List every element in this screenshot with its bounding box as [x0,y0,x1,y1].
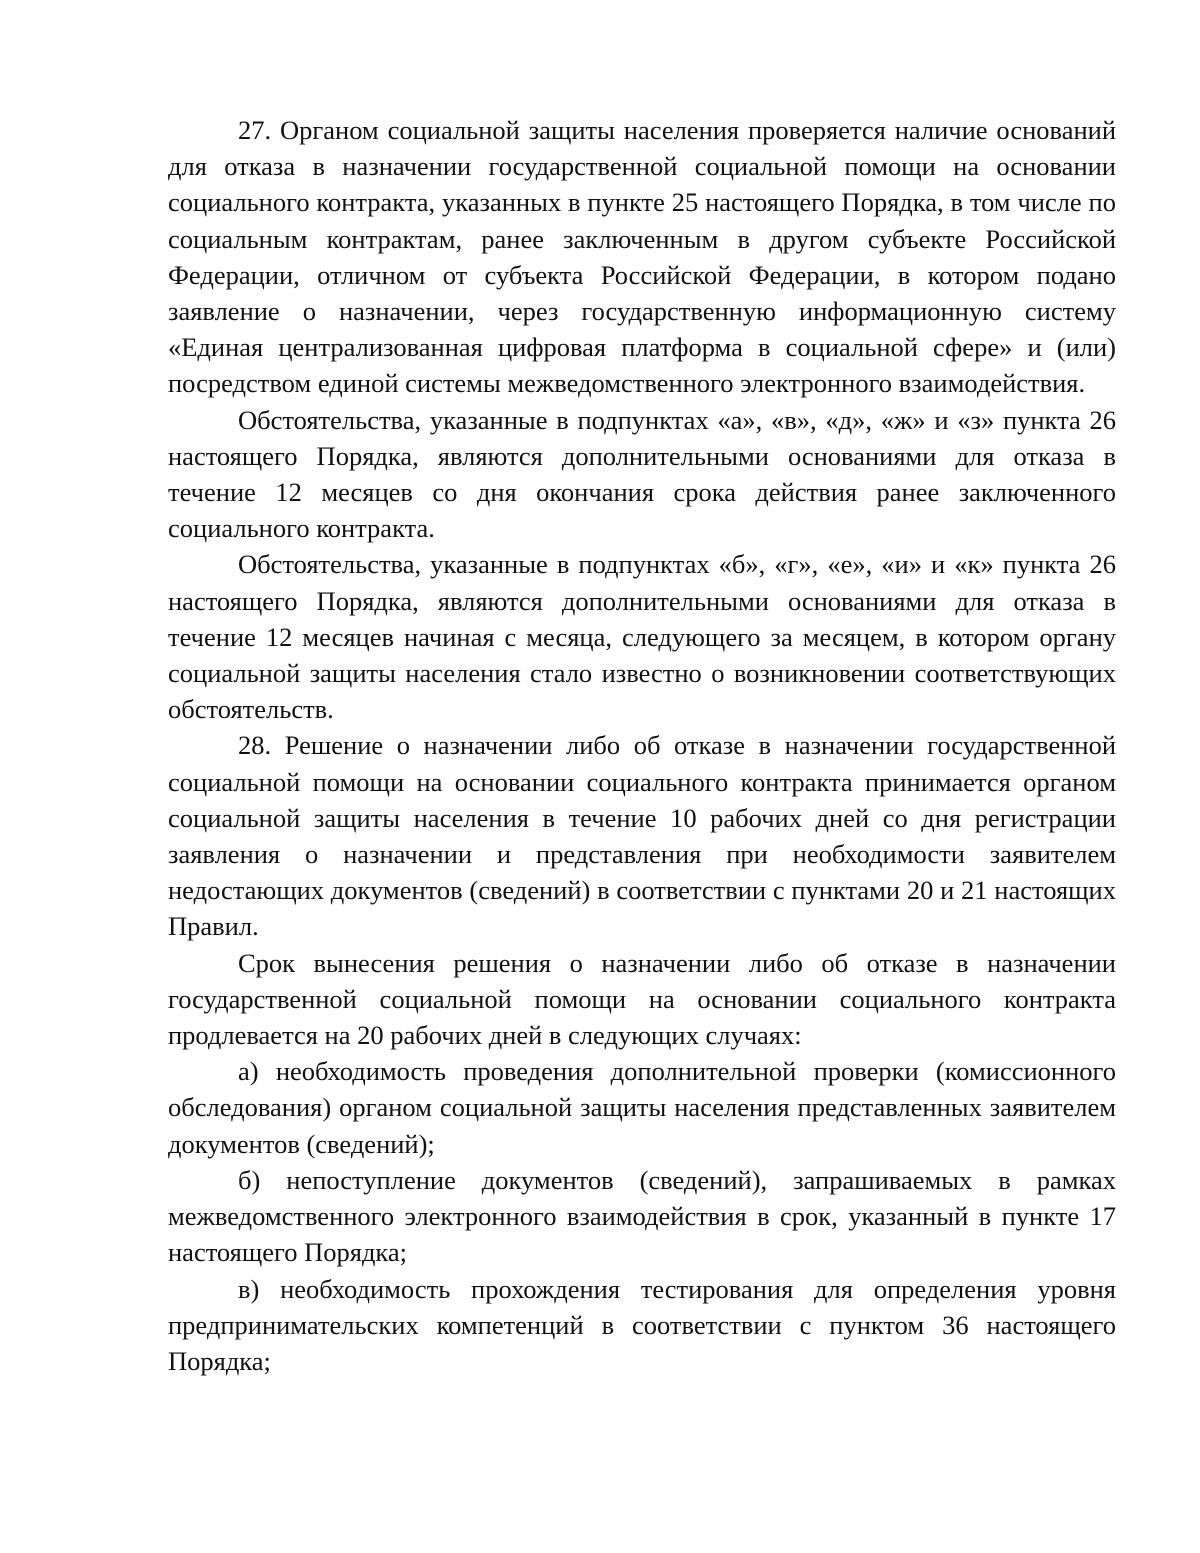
paragraph-27-circumstances-b: Обстоятельства, указанные в подпунктах «б», «г», «е», «и» и «к» пункта 26 настоящего Порядка, являются дополнительными основаниями для отказа в течение 12 месяцев начиная с месяца, следующего за месяцем, в котором органу социальной защиты населения стало известно о возникновении соответствующих обстоятельств. [168,549,1116,725]
list-item-v: в) необходимость прохождения тестирования для определения уровня предпринимательских компетенций в соответствии с пунктом 36 настоящего Порядка; [168,1273,1116,1376]
paragraph-27: 27. Органом социальной защиты населения проверяется наличие оснований для отказа в назначении государственной социальной помощи на основании социального контракта, указанных в пункте 25 настоящего Порядка, в том числе по социальным контрактам, ранее заключенным в другом субъекте Российской Федерации, отличном от субъекта Российской Федерации, в котором подано заявление о назначении, через государственную информационную систему «Единая централизованная цифровая платформа в социальной сфере» и (или) посредством единой системы межведомственного электронного взаимодействия. [168,115,1116,399]
list-item-b: б) непоступление документов (сведений), запрашиваемых в рамках межведомственного электронного взаимодействия в срок, указанный в пункте 17 настоящего Порядка; [168,1164,1116,1268]
paragraph-27-circumstances-a: Обстоятельства, указанные в подпунктах «а», «в», «д», «ж» и «з» пункта 26 настоящего Порядка, являются дополнительными основаниями для отказа в течение 12 месяцев со дня окончания срока действия ранее заключенного социального контракта. [168,404,1116,544]
list-item-a: а) необходимость проведения дополнительной проверки (комиссионного обследования) органом социальной защиты населения представленных заявителем документов (сведений); [168,1056,1116,1159]
paragraph-28: 28. Решение о назначении либо об отказе в назначении государственной социальной помощи на основании социального контракта принимается органом социальной защиты населения в течение 10 рабочих дней со дня регистрации заявления о назначении и представления при необходимости заявителем недостающих документов (сведений) в соответствии с пунктами 20 и 21 настоящих Правил. [168,730,1116,942]
paragraph-28-term-extension: Срок вынесения решения о назначении либо об отказе в назначении государственной социальной помощи на основании социального контракта продлевается на 20 рабочих дней в следующих случаях: [168,947,1116,1051]
document-page [168,112,1116,1379]
